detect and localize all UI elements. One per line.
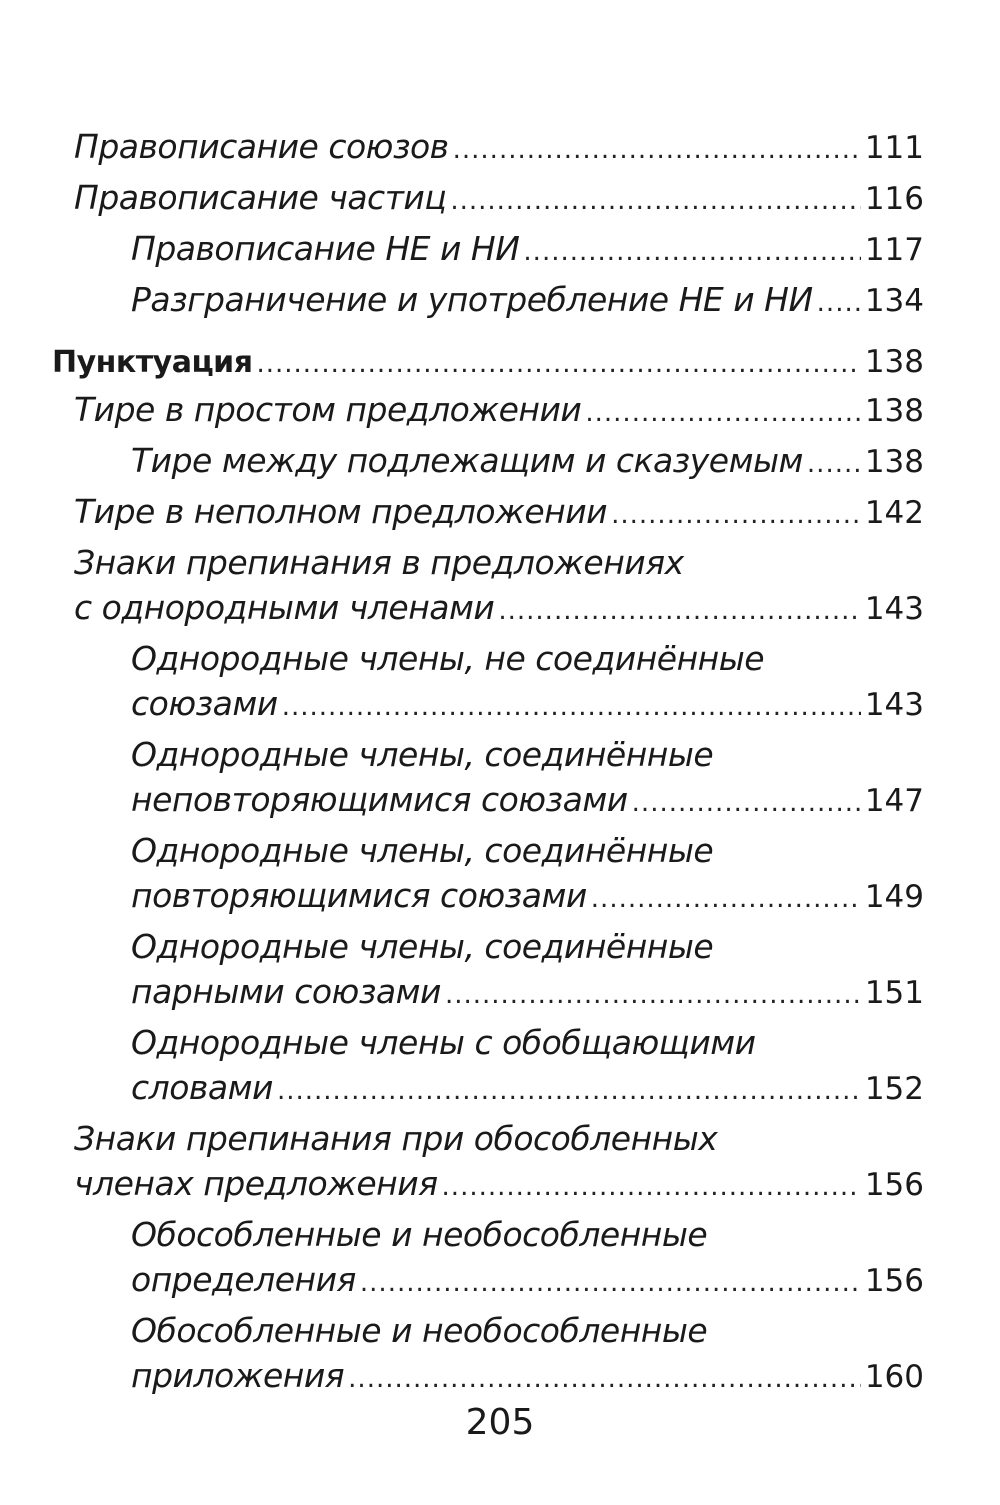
toc-entry-title-line1: Обособленные и необособленные [131, 1311, 708, 1350]
toc-entry-title: Правописание НЕ и НИ [131, 229, 520, 268]
dot-leader [445, 969, 861, 1018]
toc-entry-title-line1: Однородные члены с обобщающими [131, 1023, 756, 1062]
toc-entry-title-line1: Однородные члены, не соединённые [131, 639, 765, 678]
toc-entry-title: Тире в простом предложении [74, 390, 582, 429]
dot-leader [817, 277, 861, 326]
toc-entry[interactable] [0, 226, 1000, 275]
toc-entry-page: 142 [864, 495, 924, 531]
toc-entry-title-line1: Обособленные и необособленные [131, 1215, 708, 1254]
dot-leader [450, 175, 861, 224]
toc-entry-page: 147 [864, 783, 924, 819]
toc-entry[interactable] [0, 387, 1000, 436]
toc-entry-page: 134 [864, 283, 924, 319]
toc-entry-title-line2: определения [131, 1260, 356, 1299]
toc-entry-page: 149 [864, 879, 924, 915]
toc-entry[interactable] [0, 540, 1000, 634]
toc-entry-title-line1: Однородные члены, соединённые [131, 735, 714, 774]
toc-entry-page: 138 [864, 444, 924, 480]
toc-entry[interactable] [0, 636, 1000, 730]
toc-entry-title: Правописание союзов [74, 127, 449, 166]
toc-entry-title-line2: неповторяющимися союзами [131, 780, 628, 819]
dot-leader [277, 1065, 861, 1114]
dot-leader [498, 585, 860, 634]
toc-entry[interactable] [0, 277, 1000, 326]
dot-leader [256, 340, 860, 387]
dot-leader [348, 1353, 861, 1402]
toc-entry-page: 156 [864, 1167, 924, 1203]
toc-entry-title-line1: Знаки препинания в предложениях [74, 543, 684, 582]
toc-entry[interactable] [0, 175, 1000, 224]
dot-leader [453, 124, 861, 173]
toc-entry[interactable] [0, 124, 1000, 173]
toc-entry[interactable] [0, 924, 1000, 1018]
dot-leader [442, 1161, 861, 1210]
toc-entry[interactable] [0, 489, 1000, 538]
toc-entry[interactable] [0, 438, 1000, 487]
toc-entry-title-line2: словами [131, 1068, 273, 1107]
toc-entry-page: 138 [864, 393, 924, 429]
toc-entry-title: Тире между подлежащим и сказуемым [131, 441, 803, 480]
toc-section-heading[interactable] [0, 340, 1000, 387]
toc-entry-page: 117 [864, 232, 924, 268]
toc-entry-title: Разграничение и употребление НЕ и НИ [131, 280, 813, 319]
toc-entry-title-line1: Однородные члены, соединённые [131, 831, 714, 870]
dot-leader [591, 873, 861, 922]
toc-entry-title: Пунктуация [52, 345, 253, 380]
dot-leader [360, 1257, 861, 1306]
toc-entry-page: 116 [864, 181, 924, 217]
toc-entry-page: 156 [864, 1263, 924, 1299]
toc-entry-page: 160 [864, 1359, 924, 1395]
toc-entry[interactable] [0, 732, 1000, 826]
toc-entry-title-line2: парными союзами [131, 972, 441, 1011]
toc-entry-title-line2: союзами [131, 684, 278, 723]
toc-entry-page: 143 [864, 687, 924, 723]
toc-entry-page: 143 [864, 591, 924, 627]
toc-entry[interactable] [0, 1308, 1000, 1402]
dot-leader [611, 489, 861, 538]
toc-entry[interactable] [0, 828, 1000, 922]
dot-leader [632, 777, 861, 826]
dot-leader [282, 681, 861, 730]
toc-entry-page: 138 [864, 344, 924, 380]
toc-entry-page: 152 [864, 1071, 924, 1107]
toc-entry[interactable] [0, 1116, 1000, 1210]
toc-entry[interactable] [0, 1020, 1000, 1114]
toc-entry-page: 111 [864, 130, 924, 166]
dot-leader [523, 226, 860, 275]
toc-entry-title-line2: повторяющимися союзами [131, 876, 587, 915]
dot-leader [585, 387, 860, 436]
toc-entry-title: Правописание частиц [74, 178, 447, 217]
toc-entry-title-line2: членах предложения [74, 1164, 438, 1203]
toc-entry-title: Тире в неполном предложении [74, 492, 608, 531]
page-number: 205 [465, 1402, 535, 1443]
toc-entry-page: 151 [864, 975, 924, 1011]
dot-leader [807, 438, 861, 487]
toc-entry-title-line1: Знаки препинания при обособленных [74, 1119, 718, 1158]
toc-entry-title-line1: Однородные члены, соединённые [131, 927, 714, 966]
toc-entry[interactable] [0, 1212, 1000, 1306]
table-of-contents [0, 124, 1000, 1402]
toc-entry-title-line2: с однородными членами [74, 588, 495, 627]
toc-entry-title-line2: приложения [131, 1356, 345, 1395]
